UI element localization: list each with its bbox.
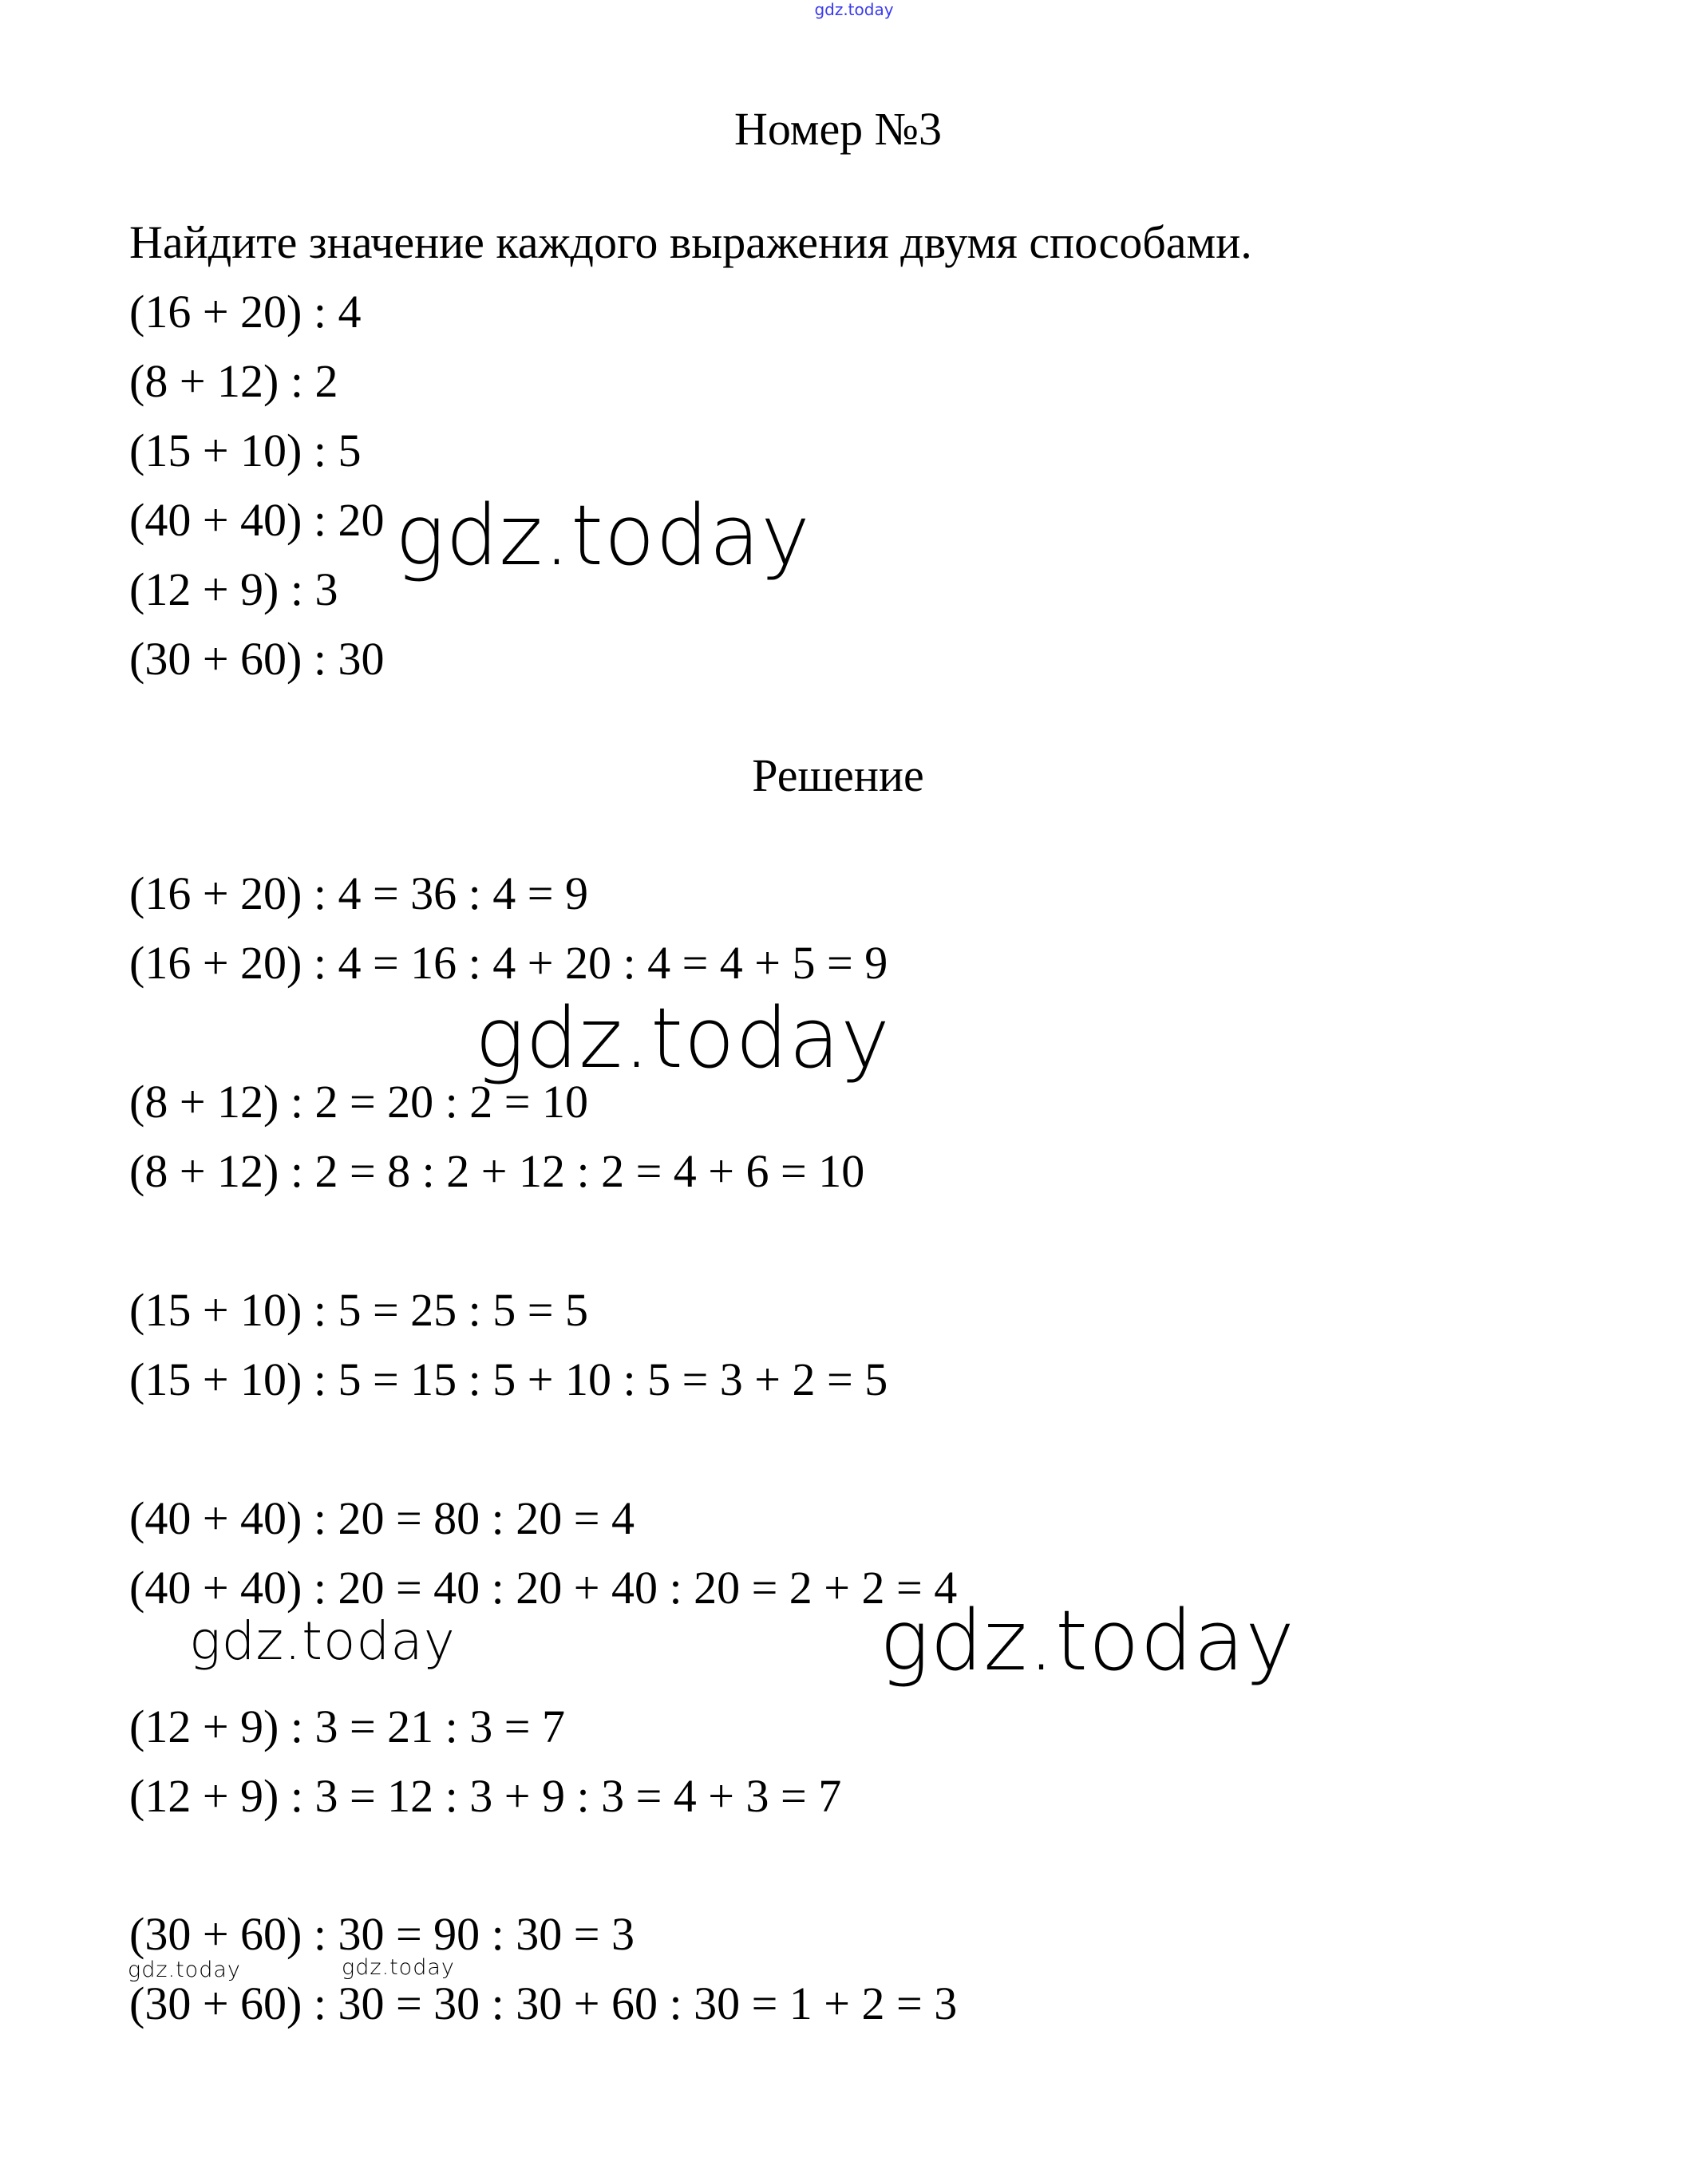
solution-title: Решение — [752, 749, 924, 801]
solution-line: (12 + 9) : 3 = 12 : 3 + 9 : 3 = 4 + 3 = 7 — [129, 1770, 842, 1822]
watermark: gdz.today — [475, 990, 891, 1087]
solution-line: (30 + 60) : 30 = 90 : 30 = 3 — [129, 1908, 635, 1960]
watermark: gdz.today — [189, 1610, 456, 1672]
task-text: Найдите значение каждого выражения двумя способами. — [129, 216, 1252, 268]
solution-line: (8 + 12) : 2 = 20 : 2 = 10 — [129, 1076, 588, 1128]
expression: (40 + 40) : 20 — [129, 494, 385, 546]
problem-title: Номер №3 — [733, 103, 943, 155]
solution-line: (40 + 40) : 20 = 80 : 20 = 4 — [129, 1492, 635, 1544]
solution-line: (16 + 20) : 4 = 36 : 4 = 9 — [129, 867, 588, 919]
watermark: gdz.today — [342, 1955, 455, 1980]
expression: (8 + 12) : 2 — [129, 355, 338, 407]
expression: (16 + 20) : 4 — [129, 286, 362, 338]
watermark: gdz.today — [880, 1592, 1295, 1689]
solution-line: (16 + 20) : 4 = 16 : 4 + 20 : 4 = 4 + 5 = 9 — [129, 937, 888, 989]
solution-line: (12 + 9) : 3 = 21 : 3 = 7 — [129, 1701, 565, 1752]
solution-line: (40 + 40) : 20 = 40 : 20 + 40 : 20 = 2 + 2 = 4 — [129, 1562, 958, 1614]
solution-line: (30 + 60) : 30 = 30 : 30 + 60 : 30 = 1 + 2 = 3 — [129, 1977, 958, 2029]
solution-line: (15 + 10) : 5 = 25 : 5 = 5 — [129, 1284, 588, 1336]
watermark: gdz.today — [395, 487, 811, 584]
expression: (15 + 10) : 5 — [129, 425, 362, 476]
watermark: gdz.today — [128, 1958, 241, 1982]
header-watermark: gdz.today — [814, 0, 894, 19]
solution-line: (8 + 12) : 2 = 8 : 2 + 12 : 2 = 4 + 6 = 10 — [129, 1145, 865, 1197]
expression: (12 + 9) : 3 — [129, 563, 338, 615]
expression: (30 + 60) : 30 — [129, 633, 385, 685]
solution-line: (15 + 10) : 5 = 15 : 5 + 10 : 5 = 3 + 2 = 5 — [129, 1353, 888, 1405]
